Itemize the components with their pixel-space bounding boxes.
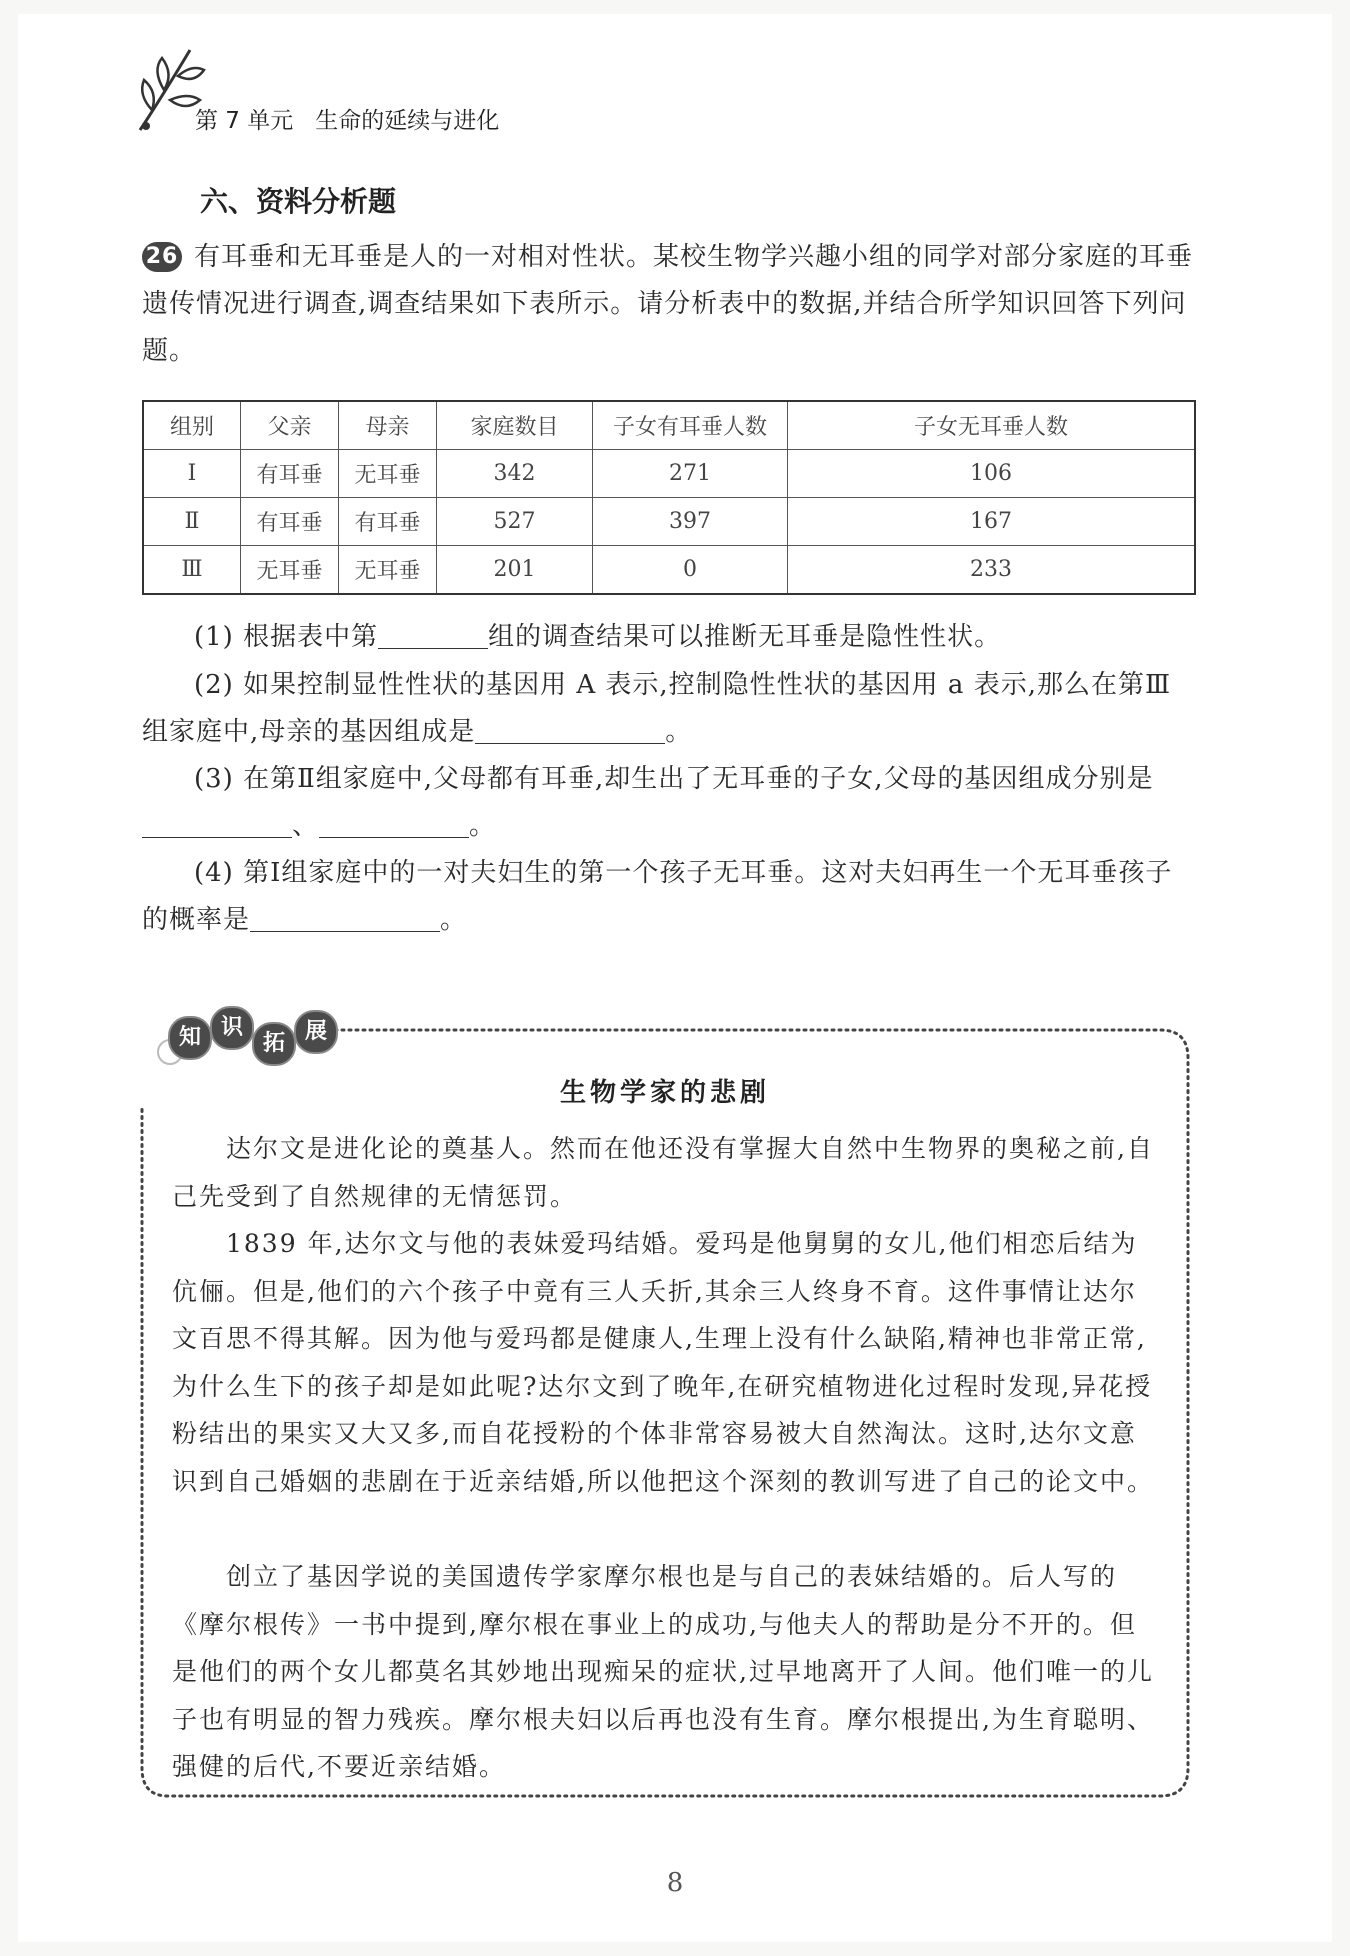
table-cell: Ⅲ: [143, 546, 241, 595]
sub-question-2-text-end: 。: [665, 717, 693, 747]
sub-question-4: [142, 850, 1198, 944]
table-row: [143, 498, 1195, 546]
table-cell: 342: [437, 450, 593, 498]
unit-title: 生命的延续与进化: [315, 108, 500, 134]
table-header-row: [143, 401, 1195, 450]
badge-zhan: 展: [294, 1010, 338, 1054]
table-row: [143, 450, 1195, 498]
answer-blank[interactable]: [250, 904, 440, 932]
table-cell: 有耳垂: [241, 498, 339, 546]
badge-shi: 识: [210, 1006, 254, 1050]
table-cell: 有耳垂: [339, 498, 437, 546]
header-text: [195, 102, 499, 135]
unit-header: [130, 40, 550, 140]
badge-tuo: 拓: [252, 1022, 296, 1066]
sub-question-2-text: (2) 如果控制显性性状的基因用 A 表示,控制隐性性状的基因用 a 表示,那么在第Ⅲ组家庭中,母亲的基因组成是: [142, 670, 1172, 747]
survey-table: [142, 400, 1196, 595]
sub-question-2: [142, 662, 1198, 756]
sub-question-3-text: (3) 在第Ⅱ组家庭中,父母都有耳垂,却生出了无耳垂的子女,父母的基因组成分别是: [194, 764, 1154, 794]
table-cell: Ⅰ: [143, 450, 241, 498]
table-cell: 167: [788, 498, 1196, 546]
answer-blank[interactable]: [319, 810, 469, 838]
unit-label: 第 7 单元: [195, 108, 294, 134]
sub-question-4-text: (4) 第Ⅰ组家庭中的一对夫妇生的第一个孩子无耳垂。这对夫妇再生一个无耳垂孩子的概率是: [142, 858, 1173, 935]
knowledge-extension-box: [140, 1015, 1190, 1798]
extension-title: 生物学家的悲剧: [559, 1078, 770, 1108]
table-cell: 397: [593, 498, 788, 546]
section-title: 六、资料分析题: [200, 185, 397, 218]
table-cell: 无耳垂: [339, 450, 437, 498]
table-header-cell: 母亲: [339, 401, 437, 450]
sub-question-1-text: (1) 根据表中第: [194, 622, 379, 652]
extension-paragraph: 1839 年,达尔文与他的表妹爱玛结婚。爱玛是他舅舅的女儿,他们相恋后结为伉俪。但是,他们的六个孩子中竟有三人夭折,其余三人终身不育。这件事情让达尔文百思不得其解。因为他与爱玛都是健康人,生理上没有什么缺陷,精神也非常正常,为什么生下的孩子却是如此呢?达尔文到了晚年,在研究植物进化过程时发现,异花授粉结出的果实又大又多,而自花授粉的个体非常容易被大自然淘汰。这时,达尔文意识到自己婚姻的悲剧在于近亲结婚,所以他把这个深刻的教训写进了自己的论文中。: [172, 1229, 1154, 1496]
table-header-cell: 家庭数目: [437, 401, 593, 450]
question-number-badge: 26: [142, 242, 182, 272]
extension-paragraph: 创立了基因学说的美国遗传学家摩尔根也是与自己的表妹结婚的。后人写的《摩尔根传》一书中提到,摩尔根在事业上的成功,与他夫人的帮助是分不开的。但是他们的两个女儿都莫名其妙地出现痴呆的症状,过早地离开了人间。他们唯一的儿子也有明显的智力残疾。摩尔根夫妇以后再也没有生育。摩尔根提出,为生育聪明、强健的后代,不要近亲结婚。: [172, 1562, 1154, 1781]
table-cell: 有耳垂: [241, 450, 339, 498]
table-header-cell: 父亲: [241, 401, 339, 450]
answer-blank[interactable]: [142, 810, 292, 838]
table-cell: Ⅱ: [143, 498, 241, 546]
answer-blank[interactable]: [475, 716, 665, 744]
table-row: [143, 546, 1195, 595]
table-header-cell: 子女有耳垂人数: [593, 401, 788, 450]
table-header-cell: 组别: [143, 401, 241, 450]
question-text: 有耳垂和无耳垂是人的一对相对性状。某校生物学兴趣小组的同学对部分家庭的耳垂遗传情况进行调查,调查结果如下表所示。请分析表中的数据,并结合所学知识回答下列问题。: [142, 242, 1194, 366]
page-number: 8: [666, 1868, 684, 1898]
table-cell: 106: [788, 450, 1196, 498]
table-cell: 0: [593, 546, 788, 595]
answer-blank[interactable]: [378, 621, 488, 649]
sub-question-1-text-end: 组的调查结果可以推断无耳垂是隐性性状。: [488, 622, 1002, 652]
table-cell: 无耳垂: [339, 546, 437, 595]
table-cell: 201: [437, 546, 593, 595]
table-cell: 527: [437, 498, 593, 546]
question-intro: [142, 234, 1198, 375]
badge-zhi: 知: [168, 1016, 212, 1060]
sub-question-3-text-end: 。: [469, 811, 497, 841]
table-cell: 271: [593, 450, 788, 498]
table-header-cell: 子女无耳垂人数: [788, 401, 1196, 450]
sub-question-3: [142, 756, 1198, 850]
extension-paragraph: 达尔文是进化论的奠基人。然而在他还没有掌握大自然中生物界的奥秘之前,自己先受到了自然规律的无情惩罚。: [172, 1134, 1154, 1211]
table-cell: 无耳垂: [241, 546, 339, 595]
separator: 、: [292, 811, 320, 841]
sub-question-1: [142, 614, 1198, 661]
table-cell: 233: [788, 546, 1196, 595]
sub-question-4-text-end: 。: [440, 905, 468, 935]
